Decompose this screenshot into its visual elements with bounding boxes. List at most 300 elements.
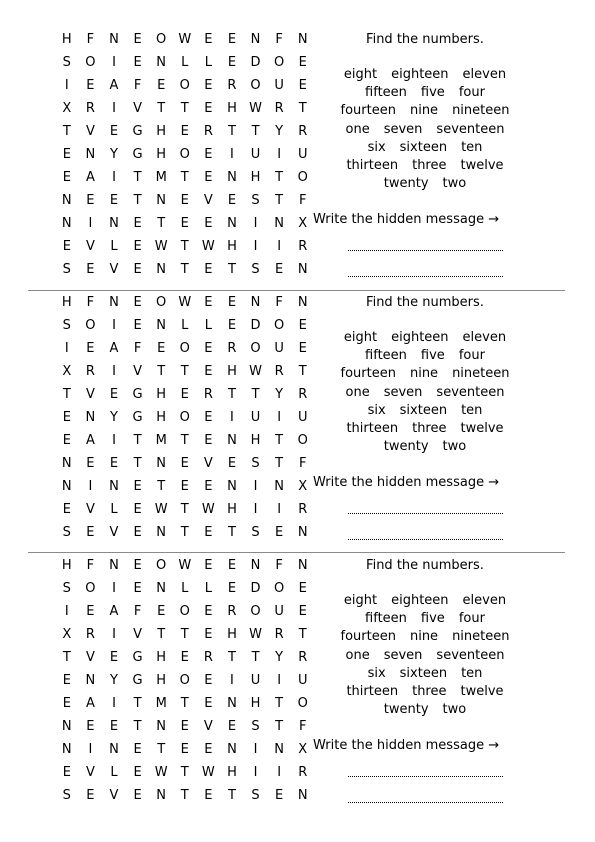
grid-letter: E: [204, 216, 213, 231]
grid-letter: Y: [275, 650, 284, 665]
grid-letter: O: [156, 558, 167, 573]
word-item: ten: [461, 665, 483, 681]
grid-letter: N: [109, 216, 119, 231]
grid-row: [55, 673, 315, 696]
grid-letter: W: [249, 627, 262, 642]
grid-letter: S: [62, 525, 71, 540]
grid-letter: E: [204, 604, 213, 619]
grid-letter: L: [110, 765, 118, 780]
word-item: eight: [343, 330, 378, 345]
word-item: three: [412, 420, 447, 436]
word-list-line: [325, 67, 525, 85]
grid-letter: E: [109, 719, 119, 734]
word-list-line: [325, 403, 525, 421]
grid-letter: E: [133, 295, 142, 310]
grid-letter: I: [112, 101, 116, 116]
grid-letter: E: [227, 295, 237, 310]
grid-letter: E: [133, 216, 142, 231]
grid-row: [55, 239, 315, 262]
grid-letter: T: [133, 170, 142, 185]
word-item: sixteen: [399, 665, 448, 681]
grid-letter: R: [298, 650, 308, 665]
grid-letter: T: [180, 262, 189, 277]
word-item: fifteen: [365, 85, 407, 101]
grid-letter: T: [180, 788, 189, 803]
grid-letter: U: [297, 410, 308, 425]
grid-letter: N: [156, 55, 167, 70]
grid-letter: V: [133, 627, 143, 642]
word-item: five: [420, 85, 445, 101]
grid-letter: O: [179, 410, 190, 425]
grid-letter: E: [62, 147, 71, 162]
grid-letter: T: [157, 627, 166, 642]
grid-row: [55, 410, 315, 433]
grid-letter: R: [203, 650, 213, 665]
grid-letter: V: [85, 765, 95, 780]
grid-letter: F: [298, 193, 307, 208]
grid-letter: E: [204, 525, 213, 540]
word-item: nineteen: [452, 366, 510, 382]
grid-letter: R: [85, 364, 95, 379]
word-item: sixteen: [399, 402, 448, 418]
word-list: [325, 330, 525, 457]
grid-letter: L: [181, 581, 189, 596]
grid-letter: E: [86, 193, 95, 208]
answer-line-1[interactable]: [348, 250, 503, 251]
grid-letter: N: [109, 742, 119, 757]
grid-letter: X: [298, 479, 308, 494]
grid-letter: X: [298, 742, 308, 757]
grid-row: [55, 502, 315, 525]
grid-letter: O: [297, 170, 308, 185]
word-item: five: [420, 348, 445, 364]
word-item: thirteen: [346, 420, 399, 436]
grid-letter: E: [227, 558, 237, 573]
grid-letter: T: [180, 433, 189, 448]
grid-letter: F: [86, 295, 95, 310]
grid-letter: N: [109, 32, 119, 47]
grid-letter: I: [277, 410, 282, 425]
grid-letter: N: [156, 719, 167, 734]
word-item: twelve: [460, 420, 504, 436]
grid-letter: H: [250, 433, 261, 448]
grid-letter: E: [180, 479, 189, 494]
grid-letter: O: [179, 604, 190, 619]
grid-letter: H: [250, 170, 261, 185]
word-item: eleven: [462, 330, 507, 345]
answer-line-1[interactable]: [348, 513, 503, 514]
grid-letter: T: [157, 479, 166, 494]
grid-letter: T: [251, 387, 260, 402]
word-item: eighteen: [391, 330, 449, 345]
word-item: twenty: [383, 176, 429, 192]
word-list: [325, 593, 525, 720]
word-item: eleven: [462, 593, 507, 608]
section-divider: [28, 290, 565, 291]
grid-letter: E: [204, 295, 213, 310]
grid-letter: R: [227, 341, 237, 356]
grid-letter: G: [132, 410, 143, 425]
grid-letter: O: [179, 78, 190, 93]
word-item: six: [367, 665, 386, 681]
grid-letter: U: [250, 410, 261, 425]
grid-letter: W: [249, 364, 262, 379]
word-item: four: [458, 85, 485, 101]
grid-letter: N: [274, 742, 284, 757]
grid-letter: O: [179, 673, 190, 688]
grid-letter: T: [180, 239, 189, 254]
grid-letter: N: [61, 719, 72, 734]
grid-letter: O: [85, 55, 96, 70]
grid-letter: E: [180, 193, 189, 208]
grid-letter: S: [62, 581, 71, 596]
grid-letter: Y: [110, 673, 118, 688]
grid-letter: I: [253, 239, 258, 254]
grid-letter: T: [227, 650, 236, 665]
grid-letter: N: [297, 558, 308, 573]
grid-letter: E: [133, 502, 142, 517]
grid-letter: O: [179, 341, 190, 356]
grid-letter: N: [61, 742, 72, 757]
grid-letter: U: [274, 341, 284, 356]
grid-letter: L: [110, 502, 118, 517]
grid-letter: E: [227, 318, 237, 333]
grid-letter: E: [204, 147, 213, 162]
answer-line-2[interactable]: [348, 802, 503, 803]
grid-letter: I: [230, 147, 234, 162]
grid-letter: E: [133, 788, 142, 803]
grid-letter: E: [86, 719, 95, 734]
grid-letter: E: [204, 341, 213, 356]
grid-letter: R: [85, 101, 95, 116]
grid-letter: D: [250, 318, 261, 333]
grid-letter: V: [109, 262, 119, 277]
grid-letter: N: [85, 673, 96, 688]
grid-letter: I: [277, 147, 282, 162]
grid-letter: N: [156, 525, 167, 540]
grid-letter: X: [62, 627, 72, 642]
grid-letter: R: [298, 502, 308, 517]
grid-letter: E: [227, 719, 237, 734]
grid-letter: Y: [110, 147, 118, 162]
grid-letter: H: [156, 410, 167, 425]
grid-letter: T: [133, 696, 142, 711]
word-item: two: [442, 439, 467, 455]
grid-letter: I: [253, 479, 258, 494]
hidden-message-prompt: Write the hidden message →: [313, 212, 500, 227]
word-item: eleven: [462, 67, 507, 82]
grid-letter: E: [204, 78, 213, 93]
grid-row: [55, 719, 315, 742]
grid-letter: H: [61, 32, 72, 47]
grid-letter: G: [132, 387, 143, 402]
grid-letter: E: [180, 719, 189, 734]
grid-letter: N: [61, 456, 72, 471]
word-list-line: [325, 629, 525, 647]
grid-letter: N: [297, 525, 308, 540]
grid-letter: O: [297, 433, 308, 448]
instruction-title: Find the numbers.: [366, 295, 484, 310]
grid-letter: O: [297, 696, 308, 711]
grid-letter: N: [109, 558, 119, 573]
word-item: eighteen: [391, 593, 449, 608]
grid-letter: E: [157, 78, 166, 93]
grid-row: [55, 101, 315, 124]
grid-letter: T: [133, 719, 142, 734]
grid-letter: N: [297, 262, 308, 277]
grid-letter: E: [204, 696, 213, 711]
grid-letter: E: [180, 742, 189, 757]
word-item: four: [458, 611, 485, 627]
grid-letter: T: [180, 101, 189, 116]
grid-letter: H: [227, 765, 237, 780]
grid-letter: H: [156, 124, 167, 139]
grid-letter: E: [109, 193, 119, 208]
grid-letter: V: [203, 456, 213, 471]
grid-letter: L: [204, 55, 212, 70]
grid-letter: T: [227, 387, 236, 402]
grid-letter: E: [180, 387, 189, 402]
section-divider: [28, 552, 565, 553]
word-item: twenty: [383, 702, 429, 718]
grid-row: [55, 558, 315, 581]
grid-letter: N: [61, 479, 72, 494]
grid-row: [55, 78, 315, 101]
word-item: fifteen: [365, 611, 407, 627]
grid-letter: O: [274, 318, 285, 333]
grid-letter: X: [62, 101, 72, 116]
grid-letter: E: [109, 387, 119, 402]
grid-letter: G: [132, 673, 143, 688]
grid-letter: A: [85, 170, 95, 185]
word-search-grid: [55, 295, 315, 548]
grid-letter: E: [157, 604, 166, 619]
grid-letter: I: [112, 433, 116, 448]
grid-letter: T: [275, 456, 284, 471]
grid-letter: H: [250, 696, 261, 711]
word-list-line: [325, 593, 525, 611]
grid-letter: I: [253, 216, 258, 231]
grid-letter: R: [298, 124, 308, 139]
word-list-line: [325, 421, 525, 439]
grid-letter: N: [227, 742, 237, 757]
grid-letter: W: [178, 558, 192, 573]
grid-letter: T: [180, 502, 189, 517]
word-item: thirteen: [346, 157, 399, 173]
grid-letter: N: [109, 479, 119, 494]
grid-letter: E: [133, 765, 142, 780]
grid-row: [55, 479, 315, 502]
grid-letter: V: [85, 239, 95, 254]
grid-letter: O: [156, 32, 167, 47]
grid-letter: X: [298, 216, 308, 231]
grid-letter: S: [251, 788, 260, 803]
grid-letter: R: [274, 101, 284, 116]
hidden-message-prompt: Write the hidden message →: [313, 475, 500, 490]
grid-letter: O: [274, 581, 285, 596]
word-item: seventeen: [436, 384, 505, 400]
grid-letter: M: [155, 170, 167, 185]
word-item: one: [345, 647, 370, 663]
word-search-grid: [55, 558, 315, 811]
grid-letter: I: [277, 502, 282, 517]
grid-letter: T: [298, 627, 307, 642]
grid-letter: E: [227, 32, 237, 47]
grid-letter: T: [180, 170, 189, 185]
word-list-line: [325, 330, 525, 348]
grid-row: [55, 170, 315, 193]
grid-letter: E: [133, 581, 142, 596]
grid-letter: E: [62, 170, 71, 185]
grid-letter: V: [85, 124, 95, 139]
grid-letter: I: [112, 170, 116, 185]
grid-letter: F: [275, 295, 283, 310]
grid-row: [55, 788, 315, 811]
word-item: nineteen: [452, 629, 510, 645]
grid-letter: O: [274, 55, 285, 70]
grid-letter: L: [181, 318, 189, 333]
grid-letter: F: [133, 341, 142, 356]
grid-row: [55, 55, 315, 78]
grid-letter: I: [230, 673, 234, 688]
grid-row: [55, 627, 315, 650]
grid-letter: T: [275, 696, 284, 711]
grid-letter: H: [156, 650, 167, 665]
word-item: seventeen: [436, 121, 505, 137]
grid-letter: O: [179, 147, 190, 162]
word-item: two: [442, 176, 467, 192]
grid-letter: E: [227, 55, 237, 70]
word-item: seven: [383, 647, 423, 663]
word-item: seven: [383, 384, 423, 400]
grid-letter: E: [109, 650, 119, 665]
grid-row: [55, 581, 315, 604]
grid-letter: W: [154, 765, 168, 780]
grid-letter: E: [86, 341, 95, 356]
grid-letter: T: [157, 101, 166, 116]
grid-letter: E: [204, 479, 213, 494]
grid-letter: U: [297, 673, 308, 688]
grid-letter: T: [133, 456, 142, 471]
grid-letter: R: [203, 124, 213, 139]
grid-letter: V: [203, 193, 213, 208]
grid-letter: A: [109, 78, 119, 93]
word-item: two: [442, 702, 467, 718]
word-list-line: [325, 158, 525, 176]
grid-letter: H: [156, 387, 167, 402]
word-item: twelve: [460, 683, 504, 699]
grid-letter: M: [155, 696, 167, 711]
grid-letter: T: [298, 101, 307, 116]
word-list-line: [325, 103, 525, 121]
grid-row: [55, 341, 315, 364]
word-item: ten: [461, 402, 483, 418]
grid-letter: E: [157, 341, 166, 356]
grid-letter: E: [204, 558, 213, 573]
puzzle-section: [0, 263, 595, 540]
grid-letter: T: [275, 433, 284, 448]
grid-letter: E: [86, 262, 95, 277]
grid-letter: F: [275, 558, 283, 573]
word-item: eight: [343, 593, 378, 608]
grid-letter: U: [250, 147, 261, 162]
word-list-line: [325, 122, 525, 140]
word-item: one: [345, 384, 370, 400]
word-list: [325, 67, 525, 194]
grid-letter: V: [85, 502, 95, 517]
grid-row: [55, 650, 315, 673]
grid-letter: E: [298, 55, 307, 70]
grid-row: [55, 765, 315, 788]
grid-letter: N: [156, 318, 167, 333]
grid-letter: E: [298, 604, 307, 619]
grid-letter: W: [201, 239, 215, 254]
grid-letter: R: [227, 604, 237, 619]
grid-letter: E: [133, 32, 142, 47]
grid-row: [55, 295, 315, 318]
grid-letter: V: [109, 525, 119, 540]
grid-letter: E: [204, 262, 213, 277]
grid-letter: S: [62, 788, 71, 803]
grid-row: [55, 433, 315, 456]
grid-letter: I: [88, 216, 93, 231]
grid-letter: N: [61, 216, 72, 231]
word-item: ten: [461, 139, 483, 155]
grid-letter: F: [275, 32, 283, 47]
grid-letter: E: [227, 456, 237, 471]
grid-letter: E: [62, 410, 71, 425]
grid-letter: T: [275, 719, 284, 734]
grid-letter: T: [180, 696, 189, 711]
word-item: nineteen: [452, 103, 510, 119]
grid-letter: V: [203, 719, 213, 734]
grid-letter: E: [86, 78, 95, 93]
grid-letter: I: [230, 410, 234, 425]
grid-letter: I: [64, 341, 69, 356]
grid-letter: Y: [110, 410, 118, 425]
grid-letter: H: [61, 295, 72, 310]
grid-letter: E: [204, 32, 213, 47]
grid-letter: E: [204, 742, 213, 757]
answer-line-1[interactable]: [348, 776, 503, 777]
grid-letter: T: [180, 364, 189, 379]
word-item: five: [420, 611, 445, 627]
grid-row: [55, 387, 315, 410]
word-item: four: [458, 348, 485, 364]
grid-letter: O: [156, 295, 167, 310]
grid-letter: I: [88, 479, 93, 494]
instruction-title: Find the numbers.: [366, 558, 484, 573]
grid-letter: O: [250, 341, 261, 356]
grid-letter: G: [132, 147, 143, 162]
word-list-line: [325, 348, 525, 366]
grid-letter: E: [109, 456, 119, 471]
grid-letter: H: [156, 147, 167, 162]
word-item: twenty: [383, 439, 429, 455]
grid-letter: I: [112, 318, 116, 333]
word-list-line: [325, 85, 525, 103]
word-list-line: [325, 366, 525, 384]
word-item: fourteen: [340, 103, 396, 119]
grid-letter: T: [251, 124, 260, 139]
grid-letter: I: [112, 581, 116, 596]
grid-letter: T: [180, 627, 189, 642]
grid-letter: N: [250, 295, 261, 310]
grid-letter: E: [133, 262, 142, 277]
grid-letter: A: [109, 341, 119, 356]
grid-letter: T: [133, 193, 142, 208]
grid-letter: E: [204, 433, 213, 448]
